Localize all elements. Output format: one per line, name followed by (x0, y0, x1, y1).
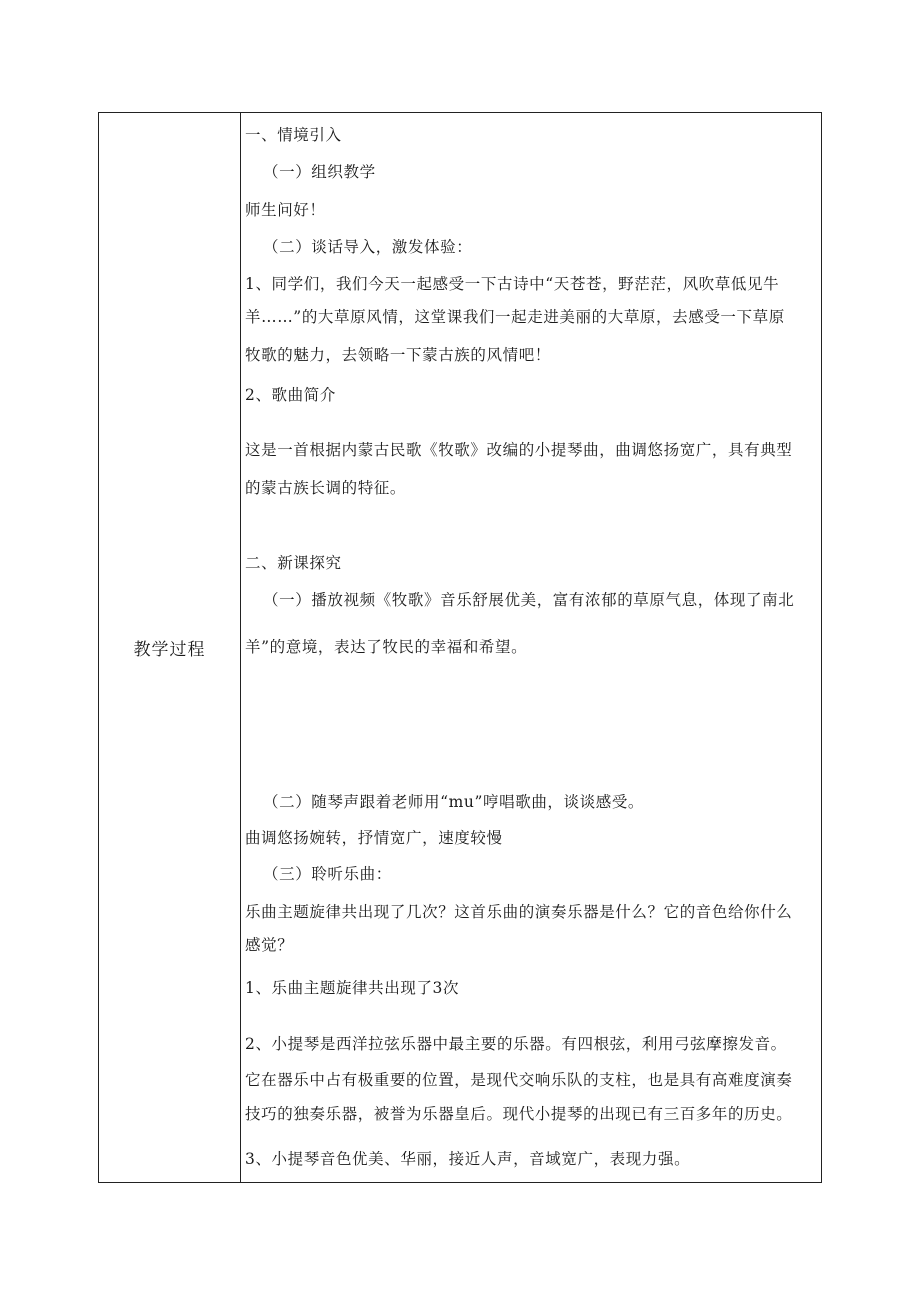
paragraph-line: 乐曲主题旋律共出现了几次？这首乐曲的演奏乐器是什么？它的音色给你什么 (245, 903, 793, 921)
paragraph-line: 1、同学们，我们今天一起感受一下古诗中“天苍苍，野茫茫，风吹草低见牛 (245, 275, 780, 293)
paragraph-line: 这是一首根据内蒙古民歌《牧歌》改编的小提琴曲，曲调悠扬宽广，具有典型 (245, 441, 793, 459)
paragraph-line: 技巧的独奏乐器，被誉为乐器皇后。现代小提琴的出现已有三百多年的历史。 (245, 1105, 793, 1123)
paragraph-line: 1、乐曲主题旋律共出现了3次 (245, 979, 460, 997)
section-heading: 一、情境引入 (245, 126, 342, 144)
paragraph-line: 牧歌的魅力，去领略一下蒙古族的风情吧！ (245, 346, 551, 364)
paragraph-line: 3、小提琴音色优美、华丽，接近人声，音域宽广，表现力强。 (245, 1150, 691, 1168)
paragraph-line: 羊……”的大草原风情，这堂课我们一起走进美丽的大草原，去感受一下草原 (245, 308, 785, 326)
paragraph-line: 师生问好！ (245, 201, 326, 219)
row-label: 教学过程 (133, 640, 206, 660)
subsection-heading: （一）组织教学 (263, 163, 376, 181)
paragraph-line: 2、歌曲简介 (245, 386, 336, 404)
paragraph-line: 2、小提琴是西洋拉弦乐器中最主要的乐器。有四根弦，利用弓弦摩擦发音。 (245, 1035, 787, 1053)
subsection-heading: （二）谈话导入，激发体验： (263, 238, 473, 256)
paragraph-line: （一）播放视频《牧歌》音乐舒展优美，富有浓郁的草原气息，体现了南北 (263, 591, 795, 609)
subsection-heading: （三）聆听乐曲： (263, 865, 392, 883)
paragraph-line: 曲调悠扬婉转，抒情宽广，速度较慢 (245, 829, 503, 847)
section-heading: 二、新课探究 (245, 554, 342, 572)
paragraph-line: 感觉？ (245, 936, 294, 954)
paragraph-line: 羊”的意境，表达了牧民的幸福和希望。 (245, 638, 528, 656)
lesson-table (98, 112, 822, 1183)
paragraph-line: 的蒙古族长调的特征。 (245, 479, 407, 497)
row-label-cell (99, 113, 241, 1182)
paragraph-line: （二）随琴声跟着老师用“mu”哼唱歌曲，谈谈感受。 (263, 793, 645, 811)
paragraph-line: 它在器乐中占有极重要的位置，是现代交响乐队的支柱，也是具有高难度演奏 (245, 1071, 793, 1089)
content-cell (241, 113, 821, 1182)
